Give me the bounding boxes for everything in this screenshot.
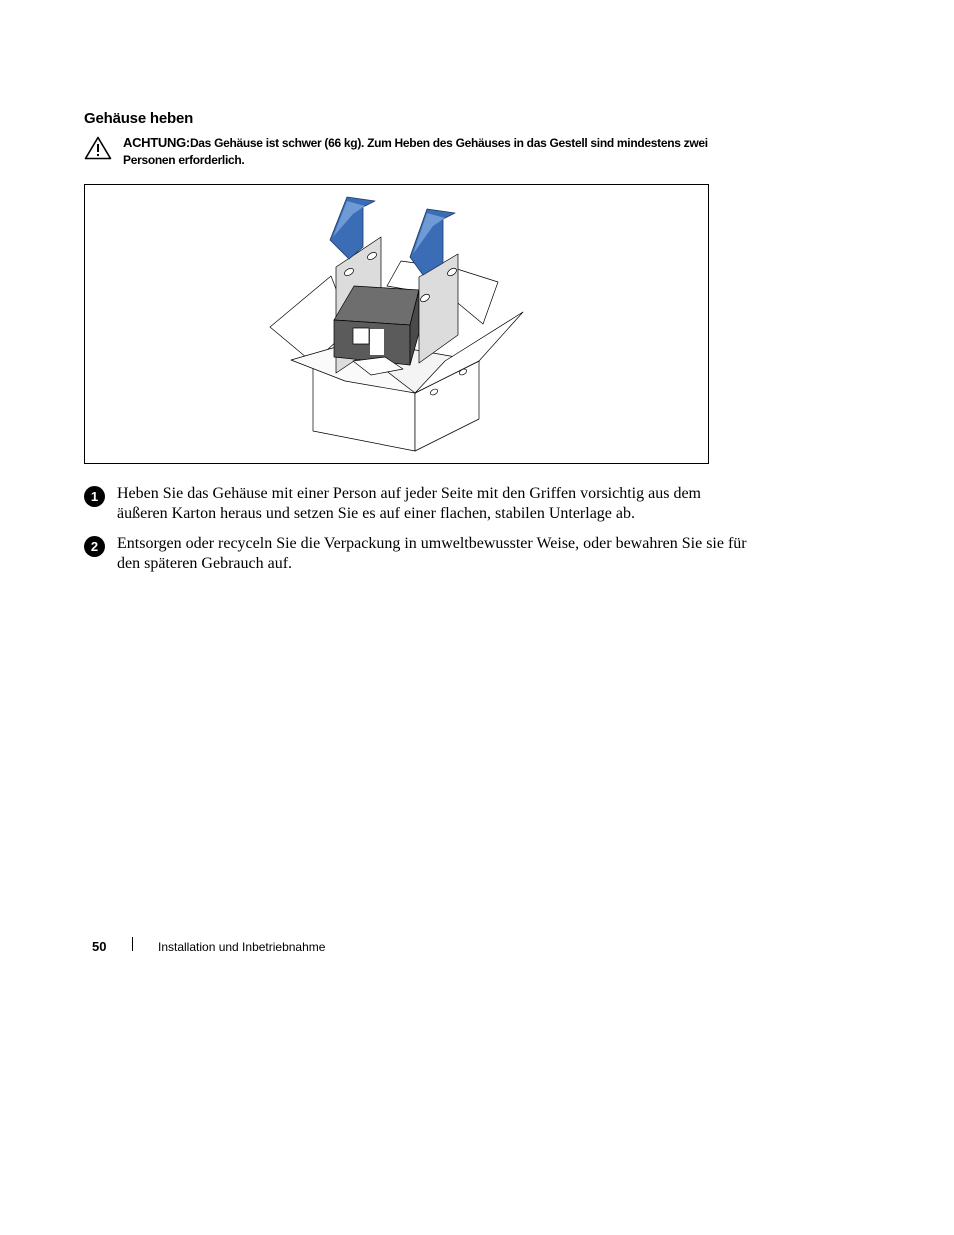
unit-label — [370, 329, 384, 355]
caution-body: Das Gehäuse ist schwer (66 kg). Zum Heben des Gehäuses in das Gestell sind mindestens zwei Personen erforderlich. — [123, 136, 708, 167]
box-flap-right-back — [453, 269, 498, 324]
unit-display — [353, 328, 369, 344]
caution-label: ACHTUNG: — [123, 135, 190, 150]
warning-triangle-icon — [84, 136, 112, 160]
box-illustration — [85, 185, 708, 463]
section-heading: Gehäuse heben — [84, 110, 194, 127]
caution-text — [123, 134, 743, 169]
page-number: 50 — [92, 939, 107, 954]
step-number-badge: 2 — [84, 536, 105, 557]
step-number-badge: 1 — [84, 486, 105, 507]
step-text: Heben Sie das Gehäuse mit einer Person auf jeder Seite mit den Griffen vorsichtig aus dem äußeren Karton heraus und setzen Sie es auf einer flachen, stabilen Unterlage ab. — [117, 485, 701, 522]
lift-enclosure-illustration — [84, 184, 709, 464]
footer-chapter-title: Installation und Inbetriebnahme — [158, 940, 326, 954]
footer-divider — [132, 937, 133, 951]
step-text: Entsorgen oder recyceln Sie die Verpackung in umweltbewusster Weise, oder bewahren Sie sie für den späteren Gebrauch auf. — [117, 535, 747, 572]
